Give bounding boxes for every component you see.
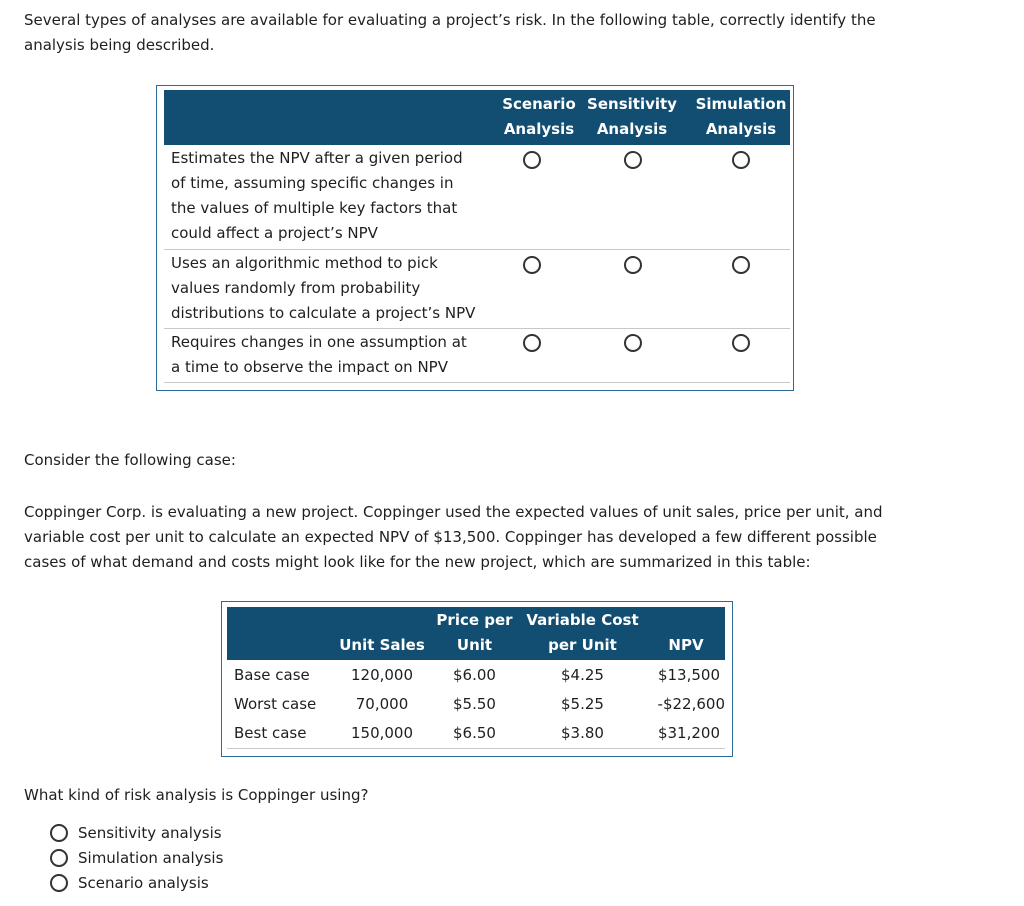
header-npv: NPV (668, 636, 704, 654)
price-cell: $6.50 (453, 724, 496, 742)
header-scenario-analysis: Scenario Analysis (502, 95, 576, 138)
table-row (227, 661, 725, 690)
header-sensitivity-analysis: Sensitivity Analysis (587, 95, 677, 138)
table-row (227, 719, 725, 748)
table-row (227, 690, 725, 719)
option-label[interactable]: Sensitivity analysis (78, 824, 222, 842)
header-unit-sales: Unit Sales (339, 636, 425, 654)
case-label: Best case (234, 724, 307, 742)
consider-text: Consider the following case: (24, 451, 236, 469)
row-description: Estimates the NPV after a given period of time, assuming specific changes in the values of multiple key factors that could affect a project’s NPV (171, 149, 463, 242)
table-row (164, 251, 790, 329)
row1-sensitivity-radio[interactable] (624, 151, 642, 169)
npv-cell: $13,500 (657, 666, 720, 684)
row3-simulation-radio[interactable] (732, 334, 750, 352)
table-row (164, 146, 790, 250)
header-simulation-analysis: Simulation Analysis (695, 95, 787, 138)
option-radio[interactable] (50, 849, 68, 867)
table-row (164, 330, 790, 383)
option-radio[interactable] (50, 824, 68, 842)
row-description: Uses an algorithmic method to pick values randomly from probability distributions to calculate a project’s NPV (171, 254, 476, 322)
option-label[interactable]: Simulation analysis (78, 849, 224, 867)
row2-scenario-radio[interactable] (523, 256, 541, 274)
row-description: Requires changes in one assumption at a time to observe the impact on NPV (171, 333, 467, 376)
header-price-per-unit: Price per Unit (436, 611, 513, 654)
case-label: Base case (234, 666, 310, 684)
price-cell: $6.00 (453, 666, 496, 684)
intro-line: Several types of analyses are available for evaluating a project’s risk. In the following table, correctly identify the (24, 11, 876, 29)
unit-sales-cell: 70,000 (355, 695, 409, 713)
variable-cost-cell: $5.25 (561, 695, 604, 713)
unit-sales-cell: 150,000 (350, 724, 414, 742)
case-table-header (227, 607, 725, 660)
row3-sensitivity-radio[interactable] (624, 334, 642, 352)
variable-cost-cell: $4.25 (561, 666, 604, 684)
analysis-table-header (164, 90, 790, 145)
option-radio[interactable] (50, 874, 68, 892)
option-label[interactable]: Scenario analysis (78, 874, 209, 892)
header-variable-cost: Variable Cost per Unit (526, 611, 639, 654)
npv-cell: -$22,600 (657, 695, 725, 713)
row1-scenario-radio[interactable] (523, 151, 541, 169)
case-description: Coppinger Corp. is evaluating a new project. Coppinger used the expected values of unit sales, price per unit, and variable cost per unit to calculate an expected NPV of $13,500. Coppinger has developed a few different possible cases of what demand and costs might look like for the new project, which are summarized in this table: (24, 503, 883, 571)
intro-line: analysis being described. (24, 36, 215, 54)
variable-cost-cell: $3.80 (561, 724, 604, 742)
unit-sales-cell: 120,000 (350, 666, 414, 684)
price-cell: $5.50 (453, 695, 496, 713)
case-label: Worst case (234, 695, 317, 713)
row3-scenario-radio[interactable] (523, 334, 541, 352)
table-divider (227, 748, 725, 749)
question-text: What kind of risk analysis is Coppinger using? (24, 786, 369, 804)
row2-simulation-radio[interactable] (732, 256, 750, 274)
row2-sensitivity-radio[interactable] (624, 256, 642, 274)
npv-cell: $31,200 (657, 724, 720, 742)
intro-text (24, 8, 924, 58)
row1-simulation-radio[interactable] (732, 151, 750, 169)
